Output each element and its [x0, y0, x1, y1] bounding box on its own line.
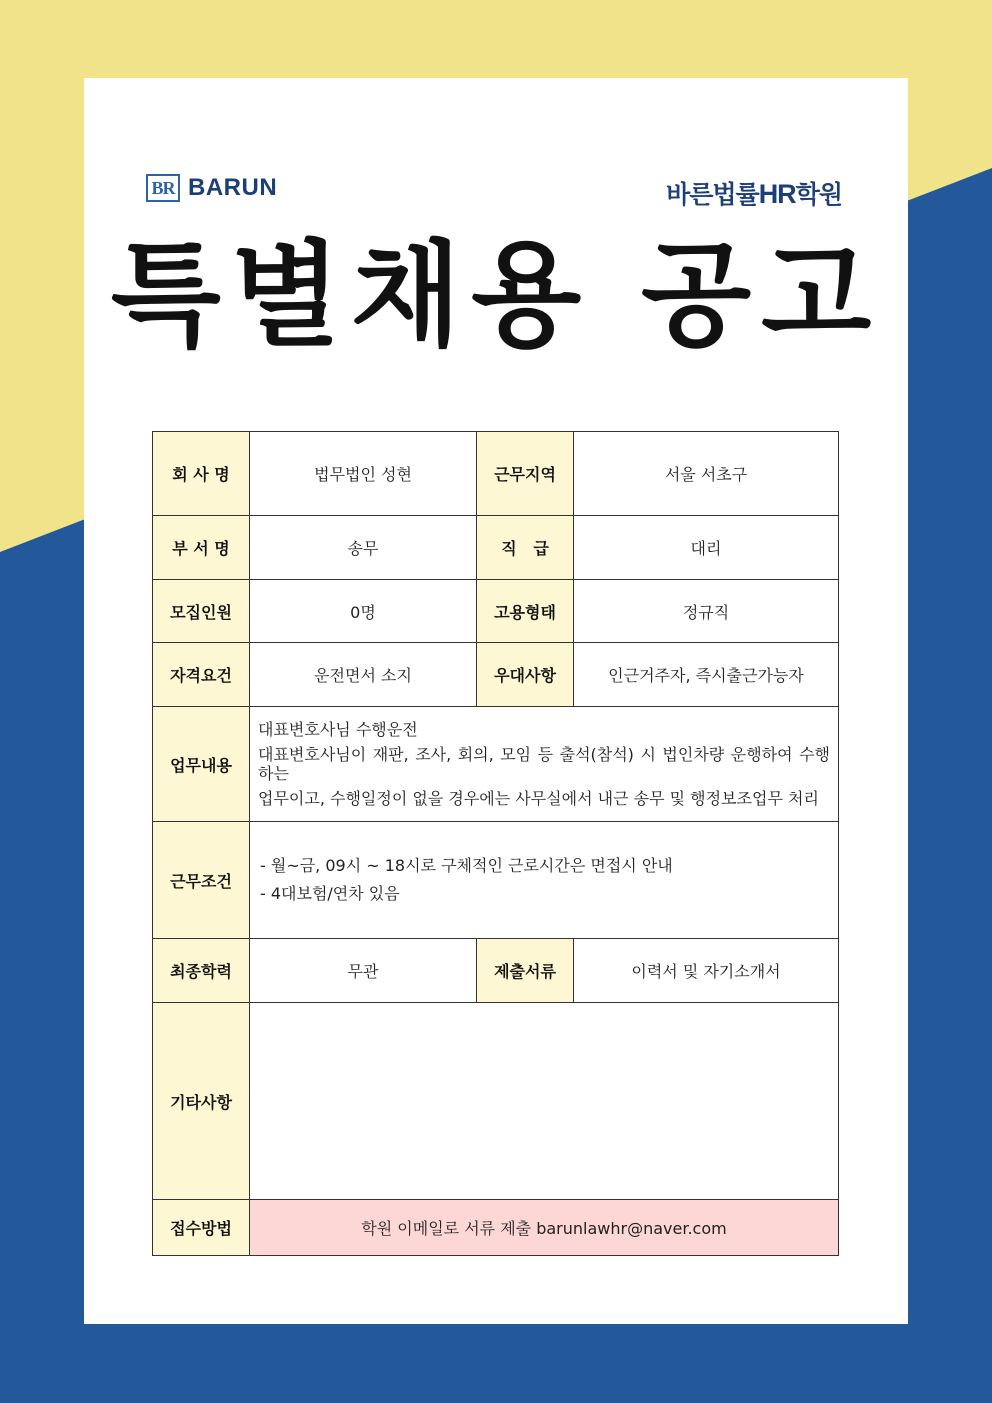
- education-label: 최종학력: [153, 939, 250, 1003]
- table-row: [153, 822, 839, 939]
- preference-value: 인근거주자, 즉시출근가능자: [574, 643, 839, 707]
- table-row: [153, 580, 839, 643]
- apply-value: 학원 이메일로 서류 제출 barunlawhr@naver.com: [250, 1200, 839, 1256]
- preference-label: 우대사항: [477, 643, 574, 707]
- conditions-line: - 월~금, 09시 ~ 18시로 구체적인 근로시간은 면접시 안내: [260, 856, 673, 875]
- duties-value: [250, 707, 839, 822]
- table-row: [153, 1003, 839, 1200]
- duties-line: 대표변호사님이 재판, 조사, 회의, 모임 등 출석(참석) 시 법인차량 운행하여 수행하는: [258, 745, 830, 783]
- company-label: 회 사 명: [153, 432, 250, 516]
- rank-label: 직 급: [477, 516, 574, 580]
- employment-value: 정규직: [574, 580, 839, 643]
- academy-logo-prefix: 바른법률: [666, 180, 759, 209]
- table-row: [153, 1200, 839, 1256]
- qualification-label: 자격요건: [153, 643, 250, 707]
- table-row: [153, 643, 839, 707]
- headcount-label: 모집인원: [153, 580, 250, 643]
- region-value: 서울 서초구: [574, 432, 839, 516]
- region-label: 근무지역: [477, 432, 574, 516]
- dept-value: 송무: [250, 516, 477, 580]
- recruitment-table: [152, 431, 839, 1256]
- employment-label: 고용형태: [477, 580, 574, 643]
- apply-label: 접수방법: [153, 1200, 250, 1256]
- page-title: 특별채용 공고: [110, 229, 882, 362]
- academy-logo-suffix: 학원: [795, 180, 842, 209]
- duties-line: 대표변호사님 수행운전: [258, 720, 418, 739]
- education-value: 무관: [250, 939, 477, 1003]
- conditions-value: [250, 822, 839, 939]
- qualification-value: 운전면서 소지: [250, 643, 477, 707]
- headcount-value: 0명: [250, 580, 477, 643]
- rank-value: 대리: [574, 516, 839, 580]
- barun-logo-mark: BR: [146, 174, 180, 202]
- table-row: [153, 939, 839, 1003]
- etc-value: [250, 1003, 839, 1200]
- table-row: [153, 707, 839, 822]
- conditions-label: 근무조건: [153, 822, 250, 939]
- academy-logo-hr: HR: [758, 179, 796, 209]
- academy-logo: [666, 175, 842, 211]
- dept-label: 부 서 명: [153, 516, 250, 580]
- company-value: 법무법인 성현: [250, 432, 477, 516]
- documents-value: 이력서 및 자기소개서: [574, 939, 839, 1003]
- table-row: [153, 516, 839, 580]
- notice-paper: [84, 78, 908, 1324]
- duties-label: 업무내용: [153, 707, 250, 822]
- duties-line: 업무이고, 수행일정이 없을 경우에는 사무실에서 내근 송무 및 행정보조업무 처리: [258, 789, 819, 808]
- table-row: [153, 432, 839, 516]
- documents-label: 제출서류: [477, 939, 574, 1003]
- barun-logo: [146, 174, 277, 202]
- etc-label: 기타사항: [153, 1003, 250, 1200]
- barun-logo-text: BARUN: [188, 174, 278, 201]
- conditions-line: - 4대보험/연차 있음: [260, 884, 400, 903]
